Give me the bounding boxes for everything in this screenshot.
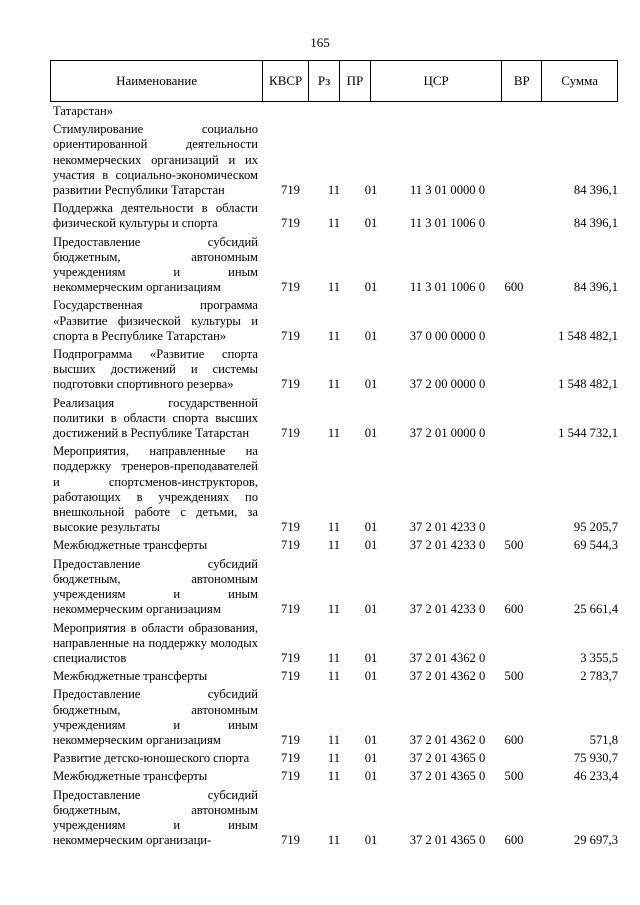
cell-kvsr: 719: [281, 669, 300, 684]
cell-rz: 11: [327, 751, 341, 766]
table-row: [53, 396, 618, 442]
cell-csr: 37 2 01 4365 0: [409, 769, 486, 784]
cell-rz: 11: [327, 280, 341, 295]
table-row: [53, 538, 618, 553]
cell-name: Межбюджетные трансферты: [53, 769, 208, 784]
cell-csr: 37 2 01 4233 0: [409, 520, 486, 535]
cell-name: Предоставление субсидий бюджетным, автономным учреждениям и иным некоммерческим организаци-: [53, 787, 258, 848]
cell-kvsr: 719: [281, 833, 300, 848]
cell-kvsr: 719: [281, 280, 300, 295]
cell-pr: 01: [364, 216, 378, 231]
cell-sum: 3 355,5: [580, 650, 618, 665]
header-pr: ПР: [340, 61, 371, 101]
cell-kvsr: 719: [281, 769, 300, 784]
cell-pr: 01: [364, 426, 378, 441]
table-row: [53, 621, 618, 667]
cell-name: Межбюджетные трансферты: [53, 538, 208, 553]
cell-rz: 11: [327, 426, 341, 441]
cell-pr: 01: [364, 602, 378, 617]
table-row: [53, 557, 618, 618]
cell-pr: 01: [364, 769, 378, 784]
cell-sum: 29 697,3: [573, 833, 618, 848]
cell-csr: 37 2 01 4233 0: [409, 538, 486, 553]
cell-rz: 11: [327, 602, 341, 617]
cell-sum: 1 548 482,1: [558, 328, 618, 343]
cell-csr: 11 3 01 0000 0: [409, 183, 486, 198]
cell-pr: 01: [364, 328, 378, 343]
cell-rz: 11: [327, 183, 341, 198]
cell-rz: 11: [327, 328, 341, 343]
cell-kvsr: 719: [281, 183, 300, 198]
cell-pr: 01: [364, 183, 378, 198]
table-row: [53, 687, 618, 748]
cell-rz: 11: [327, 520, 341, 535]
cell-vr: 500: [504, 538, 524, 553]
cell-name: Развитие детско-юношеского спорта: [53, 751, 250, 766]
cell-sum: 571,8: [589, 732, 618, 747]
cell-csr: 37 2 01 4362 0: [409, 650, 486, 665]
table-row: [53, 669, 618, 684]
cell-kvsr: 719: [281, 751, 300, 766]
cell-sum: 75 930,7: [573, 751, 618, 766]
cell-pr: 01: [364, 377, 378, 392]
table-row: [53, 751, 618, 766]
header-kvsr: КВСР: [263, 61, 309, 101]
cell-rz: 11: [327, 833, 341, 848]
cell-pr: 01: [364, 833, 378, 848]
cell-kvsr: 719: [281, 732, 300, 747]
table-row: [53, 235, 618, 296]
cell-rz: 11: [327, 769, 341, 784]
cell-pr: 01: [364, 538, 378, 553]
cell-pr: 01: [364, 732, 378, 747]
cell-csr: 37 2 01 4365 0: [409, 833, 486, 848]
cell-sum: 84 396,1: [573, 183, 618, 198]
table-row: [53, 201, 618, 231]
page-number: 165: [310, 35, 330, 50]
table-row: [53, 444, 618, 535]
cell-pr: 01: [364, 751, 378, 766]
cell-rz: 11: [327, 377, 341, 392]
cell-rz: 11: [327, 669, 341, 684]
cell-kvsr: 719: [281, 650, 300, 665]
cell-rz: 11: [327, 538, 341, 553]
cell-rz: 11: [327, 650, 341, 665]
cell-rz: 11: [327, 216, 341, 231]
cell-kvsr: 719: [281, 377, 300, 392]
cell-name: Предоставление субсидий бюджетным, автономным учреждениям и иным некоммерческим организациям: [53, 234, 258, 295]
cell-name: Межбюджетные трансферты: [53, 669, 208, 684]
cell-pr: 01: [364, 520, 378, 535]
cell-csr: 37 2 01 4365 0: [409, 751, 486, 766]
cell-csr: 37 2 01 0000 0: [409, 426, 486, 441]
cell-name: Подпрограмма «Развитие спорта высших достижений и системы подготовки спортивного резерва»: [53, 347, 258, 392]
cell-pr: 01: [364, 280, 378, 295]
cell-pr: 01: [364, 669, 378, 684]
cell-sum: 84 396,1: [573, 216, 618, 231]
cell-pr: 01: [364, 650, 378, 665]
cell-name: Мероприятия, направленные на поддержку тренеров-преподавателей и спортсменов-инструкторов, работающих в учреждениях по внешкольной работе с детьми, за высокие результаты: [53, 444, 258, 535]
cell-rz: 11: [327, 732, 341, 747]
cell-name: Предоставление субсидий бюджетным, автономным учреждениям и иным некоммерческим организациям: [53, 687, 258, 747]
cell-name: Реализация государственной политики в области спорта высших достижений в Республике Татарстан: [53, 395, 258, 441]
cell-name: Государственная программа «Развитие физической культуры и спорта в Республике Татарстан»: [53, 298, 258, 343]
cell-kvsr: 719: [281, 520, 300, 535]
cell-csr: 11 3 01 1006 0: [409, 216, 486, 231]
cell-csr: 37 2 01 4362 0: [409, 669, 486, 684]
cell-vr: 500: [504, 769, 524, 784]
cell-sum: 69 544,3: [573, 538, 618, 553]
table-header: [50, 60, 618, 102]
cell-name: Поддержка деятельности в области физической культуры и спорта: [53, 201, 258, 231]
cell-sum: 2 783,7: [580, 669, 618, 684]
table-row: [53, 788, 618, 849]
table-row: [53, 122, 618, 198]
cell-kvsr: 719: [281, 216, 300, 231]
header-rz: Рз: [309, 61, 340, 101]
cell-sum: 95 205,7: [573, 520, 618, 535]
cell-sum: 25 661,4: [573, 602, 618, 617]
cell-csr: 11 3 01 1006 0: [409, 280, 486, 295]
cell-name: Стимулирование социально ориентированной деятельности некоммерческих организаций и их участия в социально-экономическом развитии Республики Татарстан: [53, 122, 258, 198]
cell-vr: 600: [504, 833, 524, 848]
cell-name: Предоставление субсидий бюджетным, автономным учреждениям и иным некоммерческим организациям: [53, 556, 258, 617]
cell-kvsr: 719: [281, 602, 300, 617]
header-sum: Сумма: [561, 73, 599, 88]
table-row: [53, 347, 618, 393]
cell-name: Татарстан»: [53, 104, 114, 118]
cell-csr: 37 2 01 4362 0: [409, 732, 486, 747]
cell-kvsr: 719: [281, 426, 300, 441]
cell-vr: 600: [504, 280, 524, 295]
cell-csr: 37 2 01 4233 0: [409, 602, 486, 617]
cell-csr: 37 2 00 0000 0: [409, 377, 486, 392]
table-row: [53, 769, 618, 784]
header-csr: ЦСР: [371, 61, 503, 101]
cell-csr: 37 0 00 0000 0: [409, 328, 486, 343]
cell-kvsr: 719: [281, 328, 300, 343]
header-name: Наименование: [51, 61, 263, 101]
cell-kvsr: 719: [281, 538, 300, 553]
cell-sum: 46 233,4: [573, 769, 618, 784]
cell-sum: 1 544 732,1: [558, 426, 618, 441]
table-row: [53, 298, 618, 344]
cell-vr: 600: [504, 602, 524, 617]
cell-sum: 84 396,1: [573, 280, 618, 295]
header-vr: ВР: [502, 61, 542, 101]
cell-vr: 500: [504, 669, 524, 684]
table-body: [53, 104, 618, 851]
cell-name: Мероприятия в области образования, направленные на поддержку молодых специалистов: [53, 620, 258, 665]
cell-sum: 1 548 482,1: [558, 377, 618, 392]
cell-vr: 600: [504, 732, 524, 747]
table-row: [53, 104, 618, 119]
